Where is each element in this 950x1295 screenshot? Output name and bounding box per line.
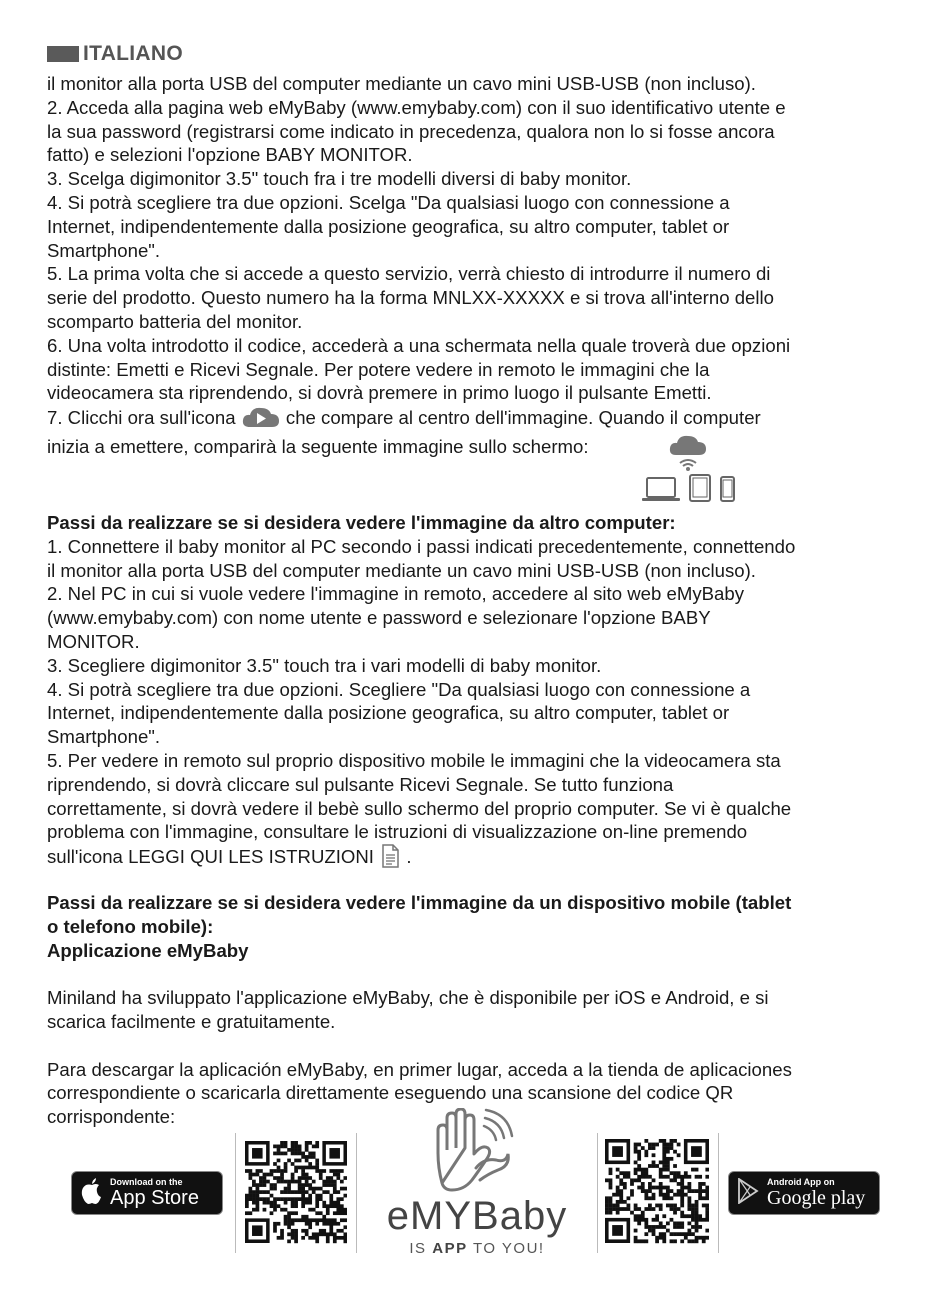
text-line: scomparto batteria del monitor. [47,310,303,332]
step7-line [47,405,917,435]
section-header [47,42,183,66]
logo-tagline [372,1240,582,1257]
google-play-badge[interactable] [728,1171,880,1215]
text-line: (www.emybaby.com) con nome utente e password e selezionare l'opzione BABY [47,607,711,629]
text-line: 6. Una volta introdotto il codice, accederà a una schermata nella quale troverà due opzioni [47,334,791,356]
text-line: Internet, indipendentemente dalla posizione geografica, su altro computer, tablet or [47,702,730,724]
tagline-post: TO YOU! [467,1240,545,1257]
text-line: 5. Per vedere in remoto sul proprio dispositivo mobile le immagini che la videocamera sta [47,749,781,771]
text-line: 5. La prima volta che si accede a questo servizio, verrà chiesto di introdurre il numero di [47,263,771,285]
section-other-computer [47,511,917,874]
text-line: corrispondente: [47,1106,176,1128]
text-line: problema con l'immagine, consultare le istruzioni di visualizzazione on-line premendo [47,821,748,843]
apple-icon [80,1177,104,1210]
text-line: 3. Scelga digimonitor 3.5" touch fra i tre modelli diversi di baby monitor. [47,168,632,190]
qr-code-googleplay[interactable] [605,1139,709,1245]
google-play-icon [737,1178,759,1209]
instructions-text: sull'icona LEGGI QUI LES ISTRUZIONI [47,846,374,868]
step7-text-before: 7. Clicchi ora sull'icona [47,407,236,429]
blank-line [47,1034,917,1058]
qr-code-appstore[interactable] [245,1141,347,1245]
header-bar [47,46,79,62]
text-line: Miniland ha sviluppato l'applicazione eMyBaby, che è disponibile per iOS e Android, e si [47,987,769,1009]
qr-code-appstore-graphic [245,1141,347,1245]
language-title: ITALIANO [83,42,183,65]
text-line: 2. Nel PC in cui si vuole vedere l'immagine in remoto, accedere al sito web eMyBaby [47,583,745,605]
text-line: inizia a emettere, comparirà la seguente immagine sullo schermo: [47,435,589,457]
blank-line [47,962,917,986]
text-line: il monitor alla porta USB del computer mediante un cavo mini USB-USB (non incluso). [47,559,756,581]
document-icon [379,844,401,874]
cloud-play-icon [241,405,281,435]
section-mobile [47,891,917,1129]
text-line: 4. Si potrà scegliere tra due opzioni. Scelga "Da qualsiasi luogo con connessione a [47,191,730,213]
hand-icon [372,1108,582,1198]
text-line: scarica facilmente e gratuitamente. [47,1010,336,1032]
section-heading: Passi da realizzare se si desidera vedere l'immagine da un dispositivo mobile (tablet [47,892,792,913]
badge-big-text: App Store [110,1187,199,1209]
badge-small-text: Android App on [767,1177,835,1187]
section-subheading: Applicazione eMyBaby [47,939,249,961]
text-line: serie del prodotto. Questo numero ha la forma MNLXX-XXXXX e si trova all'interno dello [47,287,774,309]
text-line: Smartphone". [47,239,161,261]
text-line: la sua password (registrarsi come indicato in precedenza, qualora non lo si fosse ancora [47,120,775,142]
qr-code-googleplay-graphic [605,1139,709,1245]
text-line: MONITOR. [47,630,140,652]
badge-small-text: Download on the [110,1177,183,1187]
text-line: 1. Connettere il baby monitor al PC secondo i passi indicati precedentemente, connettendo [47,535,796,557]
text-line: Smartphone". [47,726,161,748]
text-line: 3. Scegliere digimonitor 3.5" touch tra i vari modelli di baby monitor. [47,654,602,676]
text-line: correttamente, si dovrà vedere il bebè sullo schermo del proprio computer. Se vi è qualche [47,797,792,819]
step7-text-after: che compare al centro dell'immagine. Quando il computer [285,407,761,429]
text-line: 2. Acceda alla pagina web eMyBaby (www.emybaby.com) con il suo identificativo utente e [47,96,786,118]
text-line: videocamera sta riprendendo, si dovrà premere in primo luogo il pulsante Emetti. [47,382,712,404]
text-line: distinte: Emetti e Ricevi Segnale. Per potere vedere in remoto le immagini che la [47,358,710,380]
section-heading: Passi da realizzare se si desidera vedere l'immagine da altro computer: [47,512,676,533]
text-line: fatto) e selezioni l'opzione BABY MONITOR. [47,144,413,166]
tagline-bold: APP [432,1240,468,1257]
emybaby-logo [372,1108,582,1258]
text-line-with-icon [47,844,917,874]
intro-text [47,72,917,459]
text-line: correspondiente o scaricarla direttamente eseguendo una scansione del codice QR [47,1082,734,1104]
text-line: Internet, indipendentemente dalla posizione geografica, su altro computer, tablet or [47,215,730,237]
period-text: . [406,846,412,868]
logo-wordmark: eMYBaby [386,1194,568,1238]
section-heading: o telefono mobile): [47,915,214,937]
cloud-devices-icon [640,427,740,505]
text-line: riprendendo, si dovrà cliccare sul pulsante Ricevi Segnale. Se tutto funziona [47,773,674,795]
text-line: il monitor alla porta USB del computer mediante un cavo mini USB-USB (non incluso). [47,73,756,94]
app-store-badge[interactable] [71,1171,223,1215]
text-line: Para descargar la aplicación eMyBaby, en primer lugar, acceda a la tienda de aplicaciones [47,1058,792,1080]
badge-big-text: Google play [767,1187,866,1209]
text-line: 4. Si potrà scegliere tra due opzioni. Scegliere "Da qualsiasi luogo con connessione a [47,678,751,700]
tagline-pre: IS [409,1240,433,1257]
